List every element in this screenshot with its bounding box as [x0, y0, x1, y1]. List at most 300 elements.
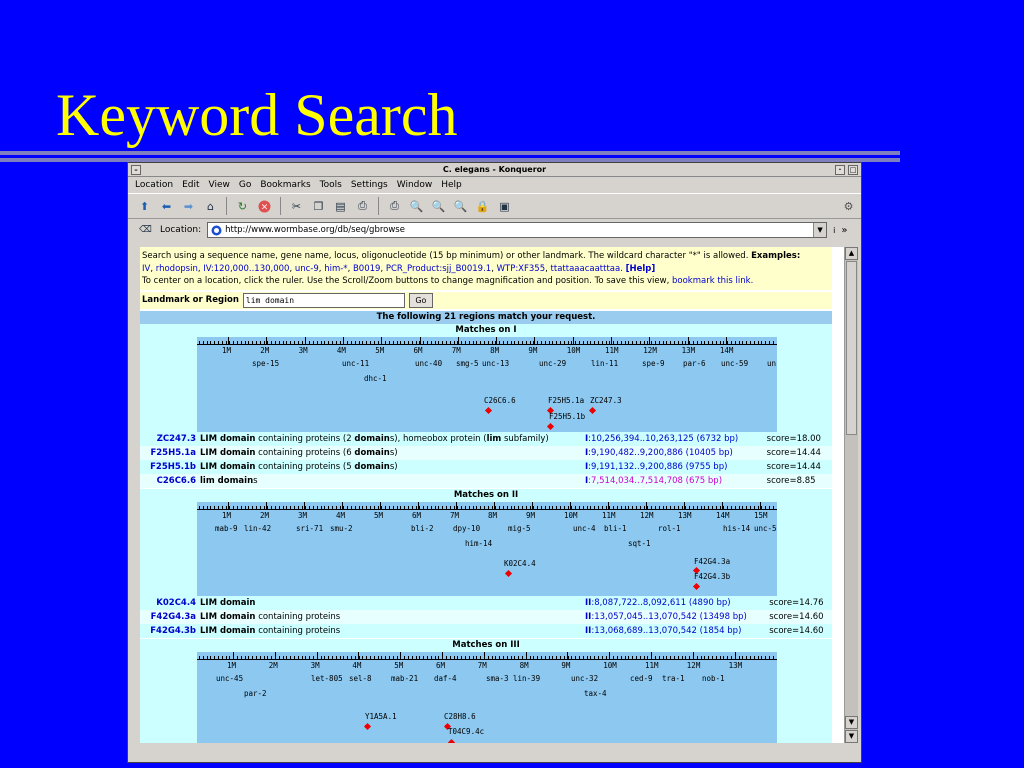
- hit-marker[interactable]: [505, 569, 512, 576]
- ruler-tick: [507, 506, 508, 509]
- ruler-major-tick: [418, 502, 419, 509]
- menu-location[interactable]: Location: [135, 180, 174, 190]
- result-description: LIM domain containing proteins (5 domains): [200, 461, 398, 472]
- gene-label[interactable]: bli-2: [411, 523, 434, 533]
- scroll-up-icon[interactable]: ▲: [845, 247, 858, 260]
- result-name-link[interactable]: K02C4.4: [156, 597, 196, 608]
- gene-label[interactable]: let-805: [311, 673, 343, 683]
- ruler-tick: [549, 341, 550, 344]
- ruler-tick: [237, 506, 238, 509]
- ruler-tick: [381, 506, 382, 509]
- ruler-tick-label: 7M: [477, 660, 487, 670]
- table-row: [140, 474, 832, 488]
- result-location-link[interactable]: I:10,256,394..10,263,125 (6732 bp): [585, 433, 739, 444]
- gene-label[interactable]: daf-4: [434, 673, 457, 683]
- ruler-tick: [229, 506, 230, 509]
- ruler-tick: [571, 506, 572, 509]
- ruler-tick: [647, 341, 648, 344]
- ruler-tick: [689, 656, 690, 659]
- result-location-link[interactable]: I:7,514,034..7,514,708 (675 bp): [585, 475, 723, 486]
- scroll-down-icon[interactable]: ▼: [845, 716, 858, 729]
- hit-label[interactable]: K02C4.4: [504, 558, 536, 568]
- ruler-tick: [469, 506, 470, 509]
- ruler-tick: [670, 506, 671, 509]
- result-name-link[interactable]: C26C6.6: [156, 475, 196, 486]
- main-toolbar: [128, 193, 861, 219]
- menu-bar: [128, 177, 861, 193]
- menu-window[interactable]: Window: [396, 180, 433, 190]
- bookmark-link[interactable]: bookmark this link.: [672, 276, 754, 286]
- gene-label[interactable]: sel-8: [349, 673, 372, 683]
- ruler-tick: [495, 506, 496, 509]
- hit-marker[interactable]: [485, 406, 492, 413]
- more-icon[interactable]: »: [841, 224, 848, 236]
- ruler-tick-label: 11M: [645, 660, 659, 670]
- ruler-tick: [260, 506, 261, 509]
- ruler-tick: [666, 506, 667, 509]
- ruler-tick: [659, 506, 660, 509]
- gene-label[interactable]: lin-39: [513, 673, 541, 683]
- ruler-tick: [556, 341, 557, 344]
- copy-icon[interactable]: ❐: [313, 199, 324, 213]
- ruler-tick: [324, 506, 325, 509]
- page-favicon-icon: [211, 225, 222, 236]
- ruler-tick: [271, 341, 272, 344]
- paste-icon[interactable]: ▤: [335, 199, 346, 213]
- gene-label[interactable]: lin-42: [244, 523, 272, 533]
- ruler-tick: [488, 506, 489, 509]
- ruler-tick-label: 1M: [227, 660, 237, 670]
- results-header: The following 21 regions match your request.: [140, 311, 832, 324]
- gene-label[interactable]: nob-1: [702, 673, 725, 683]
- result-location-link[interactable]: II:13,057,045..13,070,542 (13498 bp): [585, 611, 747, 622]
- ruler-tick: [290, 656, 291, 659]
- ruler-tick: [400, 506, 401, 509]
- ruler-tick: [606, 341, 607, 344]
- zoom-out-icon[interactable]: 🔍: [431, 199, 446, 213]
- ruler-tick: [674, 341, 675, 344]
- ruler-tick: [294, 506, 295, 509]
- ruler-tick: [644, 506, 645, 509]
- horizontal-scrollbar[interactable]: [140, 743, 858, 757]
- chromosome-overview[interactable]: [197, 652, 777, 744]
- gene-label[interactable]: tra-1: [662, 673, 685, 683]
- ruler-tick-label: 8M: [488, 510, 498, 520]
- ruler-tick: [602, 341, 603, 344]
- ruler-tick: [678, 506, 679, 509]
- up-arrow-icon[interactable]: ⬆: [139, 199, 150, 213]
- ruler-tick: [385, 656, 386, 659]
- ruler-tick: [716, 656, 717, 659]
- ruler-tick: [579, 341, 580, 344]
- ruler-tick: [492, 506, 493, 509]
- ruler-tick: [644, 341, 645, 344]
- slide-title: Keyword Search: [56, 82, 458, 148]
- example-link[interactable]: PCR_Product:sjj_B0019.1: [385, 263, 492, 274]
- ruler-tick-label: 10M: [564, 510, 578, 520]
- ruler-tick: [431, 506, 432, 509]
- ruler-tick: [720, 656, 721, 659]
- scroll-down-icon[interactable]: ▼: [845, 730, 858, 743]
- ruler-tick: [674, 506, 675, 509]
- ruler-tick: [659, 656, 660, 659]
- ruler-tick: [632, 506, 633, 509]
- example-link[interactable]: B0019: [352, 263, 381, 274]
- result-name-link[interactable]: ZC247.3: [156, 433, 196, 444]
- scrollbar-thumb[interactable]: [846, 261, 857, 435]
- ruler-tick: [552, 656, 553, 659]
- result-description: LIM domain containing proteins: [200, 611, 341, 622]
- ruler-tick-label: 4M: [352, 660, 362, 670]
- result-location-link[interactable]: II:8,087,722..8,092,611 (4890 bp): [585, 597, 731, 608]
- hit-label[interactable]: ZC247.3: [590, 395, 622, 405]
- gene-label[interactable]: unc-13: [482, 358, 510, 368]
- ruler-tick: [750, 506, 751, 509]
- hit-label[interactable]: F25H5.1b: [549, 411, 586, 421]
- ruler[interactable]: [197, 502, 777, 510]
- ruler-tick: [286, 506, 287, 509]
- example-link[interactable]: IV: [142, 263, 151, 274]
- ruler-tick: [400, 341, 401, 344]
- ruler-tick-label: 3M: [298, 510, 308, 520]
- ruler-tick: [370, 506, 371, 509]
- ruler-tick-label: 2M: [260, 510, 270, 520]
- maximize-icon[interactable]: □: [849, 166, 857, 174]
- ruler-tick: [218, 506, 219, 509]
- ruler-tick: [207, 506, 208, 509]
- gene-label[interactable]: mab-21: [391, 673, 419, 683]
- minimize-icon[interactable]: ·: [835, 165, 845, 175]
- ruler-tick: [324, 341, 325, 344]
- gene-label[interactable]: unc-32: [571, 673, 599, 683]
- view-icon[interactable]: ▣: [499, 199, 510, 213]
- print-icon[interactable]: ⎙: [358, 199, 367, 212]
- hit-label[interactable]: F42G4.3a: [694, 556, 731, 566]
- ruler-tick: [442, 341, 443, 344]
- gene-label[interactable]: dpy-10: [453, 523, 481, 533]
- back-arrow-icon[interactable]: ⬅: [161, 199, 172, 213]
- ruler-tick: [408, 341, 409, 344]
- window-menu-icon[interactable]: –: [131, 165, 141, 175]
- gene-label[interactable]: par-2: [244, 688, 267, 698]
- url-text: http://www.wormbase.org/db/seq/gbrowse: [225, 225, 405, 235]
- gene-label[interactable]: unc-4: [573, 523, 596, 533]
- forward-arrow-icon[interactable]: ➡: [183, 199, 194, 213]
- ruler-tick: [408, 506, 409, 509]
- gene-label[interactable]: spe-9: [642, 358, 665, 368]
- ruler-tick: [366, 341, 367, 344]
- ruler-tick-label: 6M: [436, 660, 446, 670]
- gene-label[interactable]: his-14: [723, 523, 751, 533]
- ruler-tick: [499, 656, 500, 659]
- menu-tools[interactable]: Tools: [319, 180, 342, 190]
- ruler-tick: [704, 656, 705, 659]
- find-icon[interactable]: 🔍: [453, 199, 468, 213]
- ruler-tick: [701, 656, 702, 659]
- ruler-tick: [503, 656, 504, 659]
- hit-label[interactable]: Y1A5A.1: [365, 711, 397, 721]
- example-link[interactable]: unc-9: [294, 263, 319, 274]
- ruler-tick: [533, 656, 534, 659]
- ruler-tick: [218, 341, 219, 344]
- zoom-in-icon[interactable]: 🔍: [409, 199, 424, 213]
- ruler-tick: [207, 341, 208, 344]
- gene-label[interactable]: him-14: [465, 538, 493, 548]
- gene-label[interactable]: mig-5: [508, 523, 531, 533]
- ruler-tick: [704, 506, 705, 509]
- gene-label[interactable]: smu-2: [330, 523, 353, 533]
- ruler-tick: [264, 341, 265, 344]
- ruler-tick: [720, 506, 721, 509]
- gene-label[interactable]: sqt-1: [628, 538, 651, 548]
- ruler-tick: [518, 656, 519, 659]
- ruler-tick: [241, 506, 242, 509]
- gene-label[interactable]: ced-9: [630, 673, 653, 683]
- gene-label[interactable]: unc-40: [415, 358, 443, 368]
- ruler-tick: [476, 341, 477, 344]
- hit-marker[interactable]: [364, 722, 371, 729]
- ruler-tick: [210, 656, 211, 659]
- ruler-tick: [708, 341, 709, 344]
- ruler-tick: [302, 341, 303, 344]
- ruler-tick: [640, 341, 641, 344]
- ruler-tick: [625, 656, 626, 659]
- hit-label[interactable]: C26C6.6: [484, 395, 516, 405]
- ruler-major-tick: [570, 502, 571, 509]
- ruler-tick: [465, 656, 466, 659]
- help-link[interactable]: [Help]: [625, 263, 656, 274]
- ruler-major-tick: [381, 337, 382, 344]
- ruler-tick: [602, 656, 603, 659]
- ruler-tick-label: 11M: [602, 510, 616, 520]
- security-lock-icon[interactable]: 🔒: [475, 199, 490, 213]
- example-link[interactable]: WTP:XF355: [496, 263, 546, 274]
- hit-label[interactable]: F42G4.3b: [694, 571, 731, 581]
- konqueror-gear-icon[interactable]: ⚙: [843, 199, 854, 213]
- hit-label[interactable]: C28H8.6: [444, 711, 476, 721]
- ruler-tick: [666, 341, 667, 344]
- result-location-link[interactable]: I:9,191,132..9,200,886 (9755 bp): [585, 461, 728, 472]
- gene-label[interactable]: sri-71: [296, 523, 324, 533]
- ruler-tick: [742, 656, 743, 659]
- ruler-tick: [355, 656, 356, 659]
- ruler-major-tick: [305, 337, 306, 344]
- stop-icon[interactable]: [256, 198, 273, 215]
- ruler-tick: [347, 341, 348, 344]
- ruler-tick: [617, 341, 618, 344]
- hit-marker[interactable]: [589, 406, 596, 413]
- ruler-tick: [480, 656, 481, 659]
- ruler-tick: [454, 506, 455, 509]
- chromosome-overview[interactable]: [197, 502, 777, 596]
- ruler-tick: [473, 656, 474, 659]
- window-titlebar[interactable]: [128, 163, 861, 177]
- ruler-tick: [617, 656, 618, 659]
- result-location-link[interactable]: I:9,190,482..9,200,886 (10405 bp): [585, 447, 733, 458]
- menu-help[interactable]: Help: [441, 180, 462, 190]
- ruler-tick: [267, 656, 268, 659]
- ruler-tick: [613, 506, 614, 509]
- ruler-tick: [689, 506, 690, 509]
- print-frame-icon[interactable]: ⎙: [390, 199, 399, 212]
- gene-label[interactable]: unc-45: [216, 673, 244, 683]
- hit-label[interactable]: F25H5.1a: [548, 395, 585, 405]
- menu-view[interactable]: View: [208, 180, 230, 190]
- ruler-tick-label: 13M: [678, 510, 692, 520]
- clear-location-icon[interactable]: ⌫: [139, 225, 152, 235]
- landmark-input[interactable]: lim domain: [243, 293, 405, 308]
- ruler-tick: [324, 656, 325, 659]
- result-name-link[interactable]: F42G4.3a: [150, 611, 196, 622]
- reload-icon[interactable]: ↻: [237, 199, 248, 213]
- ruler-major-tick: [304, 502, 305, 509]
- result-name-link[interactable]: F25H5.1a: [150, 447, 196, 458]
- ruler-major-tick: [233, 652, 234, 659]
- chromosome-panel: [140, 639, 832, 744]
- ruler-tick: [321, 341, 322, 344]
- ruler-tick: [313, 506, 314, 509]
- ruler-tick: [682, 341, 683, 344]
- ruler-tick: [427, 506, 428, 509]
- ruler[interactable]: [197, 337, 777, 345]
- ruler-tick: [340, 341, 341, 344]
- ruler-tick: [210, 341, 211, 344]
- ruler-tick: [214, 341, 215, 344]
- table-row: [140, 432, 832, 446]
- menu-bookmarks[interactable]: Bookmarks: [260, 180, 311, 190]
- ruler-tick: [598, 506, 599, 509]
- ruler-tick: [511, 656, 512, 659]
- ruler-tick: [697, 506, 698, 509]
- ruler-tick: [746, 656, 747, 659]
- result-name-link[interactable]: F25H5.1b: [150, 461, 196, 472]
- url-input[interactable]: [207, 222, 827, 238]
- ruler-tick-label: 10M: [603, 660, 617, 670]
- example-link[interactable]: rhodopsin: [155, 263, 198, 274]
- ruler-tick: [758, 656, 759, 659]
- vertical-scrollbar[interactable]: [844, 247, 858, 743]
- result-score: score=18.00: [766, 433, 821, 444]
- gene-label[interactable]: mab-9: [215, 523, 238, 533]
- gene-label[interactable]: unc-29: [539, 358, 567, 368]
- ruler-tick: [739, 341, 740, 344]
- location-history-icon[interactable]: ⅰ: [833, 225, 836, 235]
- menu-go[interactable]: Go: [238, 180, 252, 190]
- example-link[interactable]: IV:120,000..130,000: [203, 263, 290, 274]
- home-icon[interactable]: ⌂: [207, 199, 214, 213]
- gene-label[interactable]: unc-5: [754, 523, 777, 533]
- gene-label[interactable]: par-6: [683, 358, 706, 368]
- ruler-tick: [412, 341, 413, 344]
- ruler-tick-label: 2M: [260, 345, 270, 355]
- ruler-tick: [621, 341, 622, 344]
- gene-label[interactable]: bli-1: [604, 523, 627, 533]
- gene-label[interactable]: tax-4: [584, 688, 607, 698]
- ruler-tick: [632, 341, 633, 344]
- ruler-tick: [237, 341, 238, 344]
- ruler-tick: [347, 506, 348, 509]
- ruler-major-tick: [458, 337, 459, 344]
- ruler-tick-label: 9M: [526, 510, 536, 520]
- ruler-tick: [351, 656, 352, 659]
- ruler-tick: [438, 341, 439, 344]
- hit-marker[interactable]: [693, 582, 700, 589]
- gene-label[interactable]: spe-15: [252, 358, 280, 368]
- gene-label[interactable]: smg-5: [456, 358, 479, 368]
- ruler-tick: [267, 506, 268, 509]
- ruler-tick: [229, 656, 230, 659]
- ruler-tick: [340, 656, 341, 659]
- example-link[interactable]: ttattaaacaatttaa.: [550, 263, 623, 274]
- gene-label[interactable]: unc-59: [721, 358, 749, 368]
- ruler-major-tick: [684, 502, 685, 509]
- example-link[interactable]: him-*: [324, 263, 348, 274]
- ruler-tick: [294, 341, 295, 344]
- ruler-tick: [264, 656, 265, 659]
- ruler-tick: [560, 341, 561, 344]
- chevron-down-icon[interactable]: ▼: [813, 223, 826, 237]
- ruler-tick: [503, 341, 504, 344]
- ruler-tick: [518, 341, 519, 344]
- ruler-tick: [226, 656, 227, 659]
- hit-label[interactable]: T04C9.4c: [448, 726, 485, 736]
- chromosome-overview[interactable]: [197, 337, 777, 432]
- ruler-major-tick: [760, 502, 761, 509]
- ruler-tick: [708, 656, 709, 659]
- result-location-link[interactable]: II:13,068,689..13,070,542 (1854 bp): [585, 625, 742, 636]
- cut-icon[interactable]: ✂: [291, 199, 302, 213]
- ruler-tick-label: 7M: [451, 345, 461, 355]
- ruler-tick: [203, 656, 204, 659]
- gene-label[interactable]: un: [767, 358, 777, 368]
- gene-label[interactable]: dhc-1: [364, 373, 387, 383]
- ruler-tick: [457, 656, 458, 659]
- menu-settings[interactable]: Settings: [350, 180, 388, 190]
- gene-label[interactable]: unc-11: [342, 358, 370, 368]
- ruler-tick: [241, 341, 242, 344]
- gene-label[interactable]: lin-11: [591, 358, 619, 368]
- result-description: lim domains: [200, 475, 258, 486]
- gene-label[interactable]: sma-3: [486, 673, 509, 683]
- ruler-tick-label: 5M: [374, 510, 384, 520]
- ruler-tick: [761, 506, 762, 509]
- ruler-tick-label: 5M: [394, 660, 404, 670]
- ruler-tick: [385, 506, 386, 509]
- result-name-link[interactable]: F42G4.3b: [150, 625, 196, 636]
- ruler-tick: [317, 341, 318, 344]
- ruler-tick: [575, 341, 576, 344]
- ruler-tick: [404, 341, 405, 344]
- gene-label[interactable]: rol-1: [658, 523, 681, 533]
- ruler-tick: [450, 341, 451, 344]
- hit-marker[interactable]: [547, 422, 554, 429]
- chromosome-title: Matches on III: [452, 639, 520, 650]
- ruler-tick: [541, 341, 542, 344]
- ruler[interactable]: [197, 652, 777, 660]
- ruler-tick: [431, 341, 432, 344]
- go-button[interactable]: Go: [409, 293, 433, 308]
- ruler-tick: [704, 341, 705, 344]
- ruler-tick: [663, 506, 664, 509]
- ruler-tick: [636, 656, 637, 659]
- ruler-tick: [727, 341, 728, 344]
- ruler-tick: [735, 506, 736, 509]
- menu-edit[interactable]: Edit: [182, 180, 200, 190]
- ruler-tick: [564, 506, 565, 509]
- result-score: score=14.44: [766, 447, 821, 458]
- ruler-tick-label: 13M: [681, 345, 696, 355]
- ruler-tick: [613, 656, 614, 659]
